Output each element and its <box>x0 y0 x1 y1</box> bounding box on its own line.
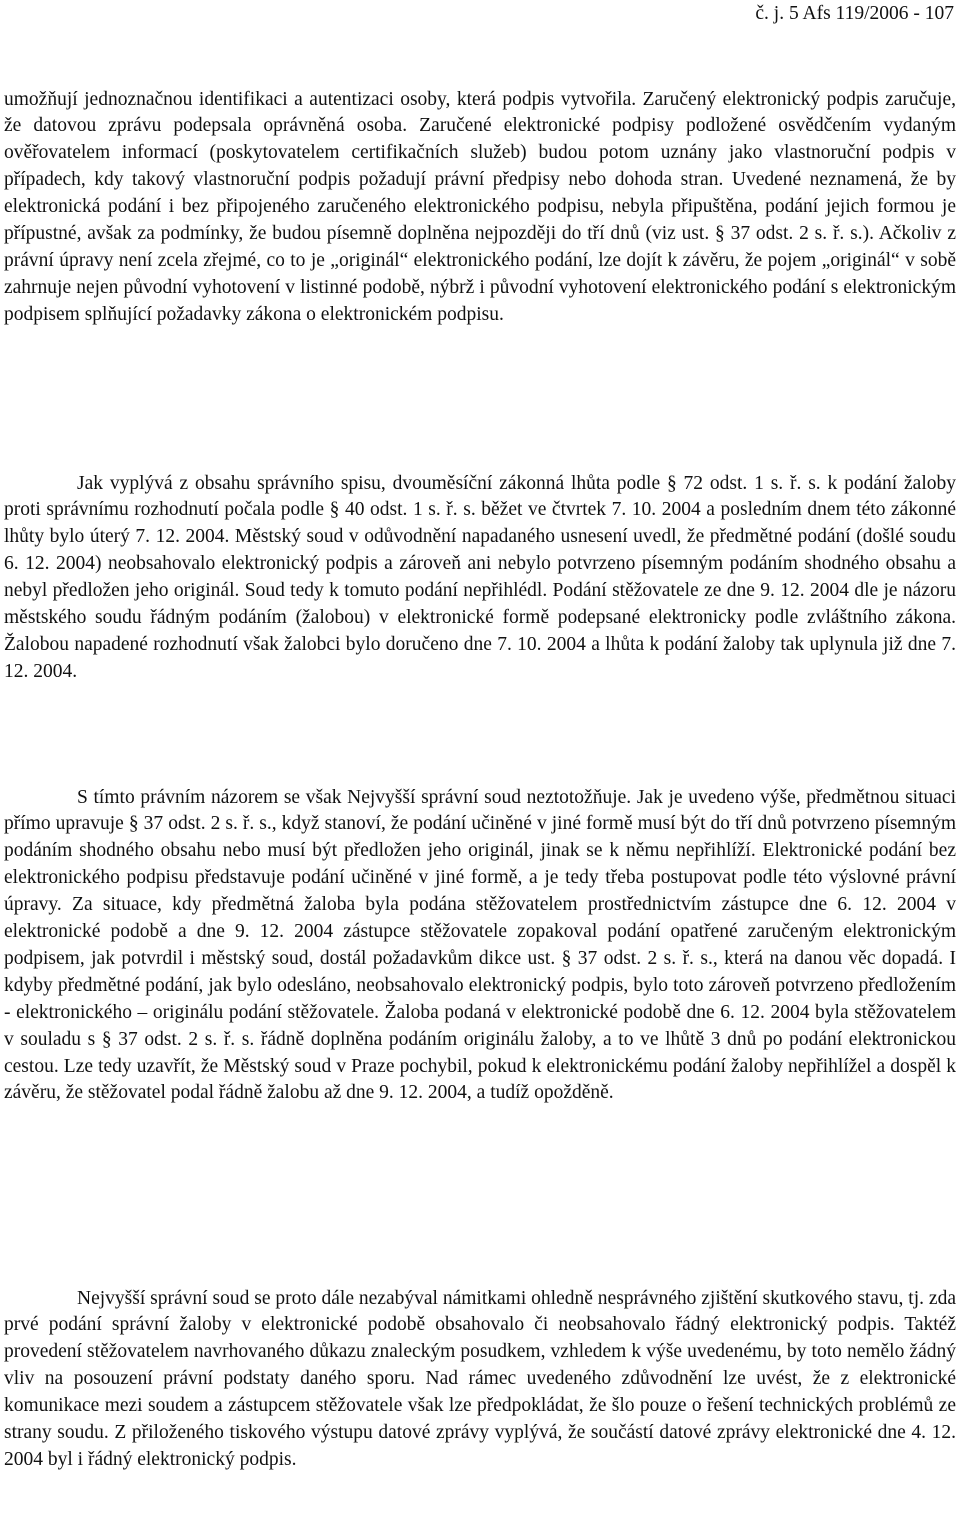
document-page <box>4 0 956 1521</box>
paragraph-court-opinion: S tímto právním názorem se však Nejvyšší správní soud neztotožňuje. Jak je uvedeno výše, předmětnou situaci přímo upravuje § 37 odst. 2 s. ř. s., když stanoví, že podání učiněné v jiné formě musí být do tří dnů potvrzeno písemným podáním shodného obsahu nebo musí být předložen jeho originál, jinak se k němu nepřihlíží. Elektronické podání bez elektronického podpisu představuje podání učiněné v jiné formě, a je tedy třeba postupovat podle této výslovné právní úpravy. Za situace, kdy předmětná žaloba byla podána stěžovatelem prostřednictvím zástupce dne 6. 12. 2004 v elektronické podobě a dne 9. 12. 2004 zástupce stěžovatele zopakoval podání opatřené zaručeným elektronickým podpisem, jak potvrdil i městský soud, dostál požadavkům dikce ust. § 37 odst. 2 s. ř. s., která na danou věc dopadá. I kdyby předmětné podání, jak bylo odesláno, neobsahovalo elektronický podpis, bylo toto zároveň potvrzeno předložením - elektronického – originálu podání stěžovatele. Žaloba podaná v elektronické podobě dne 6. 12. 2004 byla stěžovatelem v souladu s § 37 odst. 2 s. ř. s. řádně doplněna podáním originálu žaloby, a to ve lhůtě 3 dnů po podání elektronickou cestou. Lze tedy uzavřít, že Městský soud v Praze pochybil, pokud k elektronickému podání žaloby nepřihlížel a dospěl k závěru, že stěžovatel podal řádně žalobu až dne 9. 12. 2004, a tudíž opožděně. <box>4 786 956 1104</box>
paragraph-electronic-signature: umožňují jednoznačnou identifikaci a autentizaci osoby, která podpis vytvořila. Zaručený elektronický podpis zaručuje, že datovou zprávu podepsala oprávněná osoba. Zaručené elektronické podpisy podložené osvědčením vydaným ověřovatelem informací (poskytovatelem certifikačních služeb) budou potom uznány jako vlastnoruční podpis v případech, kdy takový vlastnoruční podpis požadují právní předpisy nebo dohoda stran. Uvedené neznamená, že by elektronická podání i bez připojeného zaručeného elektronického podpisu, nebyla připuštěna, podání jejich formou je přípustné, avšak za podmínky, že budou písemně doplněna nejpozději do tří dnů (viz ust. § 37 odst. 2 s. ř. s.). Ačkoliv z právní úpravy není zcela zřejmé, co to je „originál“ elektronického podání, lze dojít k závěru, že pojem „originál“ v sobě zahrnuje nejen původní vyhotovení v listinné podobě, nýbrž i původní vyhotovení elektronického podání s elektronickým podpisem splňující požadavky zákona o elektronickém podpisu. <box>4 88 956 325</box>
paragraph-conclusion: Nejvyšší správní soud se proto dále nezabýval námitkami ohledně nesprávného zjištění skutkového stavu, tj. zda prvé podání správní žaloby v elektronické podobě obsahovalo či neobsahovalo řádný elektronický podpis. Taktéž provedení stěžovatelem navrhovaného důkazu znaleckým posudkem, vzhledem k výše uvedenému, by toto nemělo žádný vliv na posouzení právní podstaty daného sporu. Nad rámec uvedeného zdůvodnění lze uvést, že z elektronické komunikace mezi soudem a zástupcem stěžovatele však lze předpokládat, že šlo pouze o řešení technických problémů ze strany soudu. Z přiloženého tiskového výstupu datové zprávy vyplývá, že součástí datové zprávy elektronické dne 4. 12. 2004 byl i řádný elektronický podpis. <box>4 1287 956 1470</box>
case-number-header: č. j. 5 Afs 119/2006 - 107 <box>755 3 954 24</box>
paragraph-deadline: Jak vyplývá z obsahu správního spisu, dvouměsíční zákonná lhůta podle § 72 odst. 1 s. ř. s. k podání žaloby proti správnímu rozhodnutí počala podle § 40 odst. 1 s. ř. s. běžet ve čtvrtek 7. 10. 2004 a posledním dnem této zákonné lhůty bylo úterý 7. 12. 2004. Městský soud v odůvodnění napadaného usnesení uvedl, že předmětné podání (došlé soudu 6. 12. 2004) neobsahovalo elektronický podpis a zároveň ani nebylo potvrzeno písemným podáním shodného obsahu a nebyl předložen jeho originál. Soud tedy k tomuto podání nepřihlédl. Podání stěžovatele ze dne 9. 12. 2004 dle je názoru městského soudu řádným podáním (žalobou) v elektronické formě podepsané elektronicky podle zvláštního zákona. Žalobou napadené rozhodnutí však žalobci bylo doručeno dne 7. 10. 2004 a lhůta k podání žaloby tak uplynula již dne 7. 12. 2004. <box>4 472 956 682</box>
